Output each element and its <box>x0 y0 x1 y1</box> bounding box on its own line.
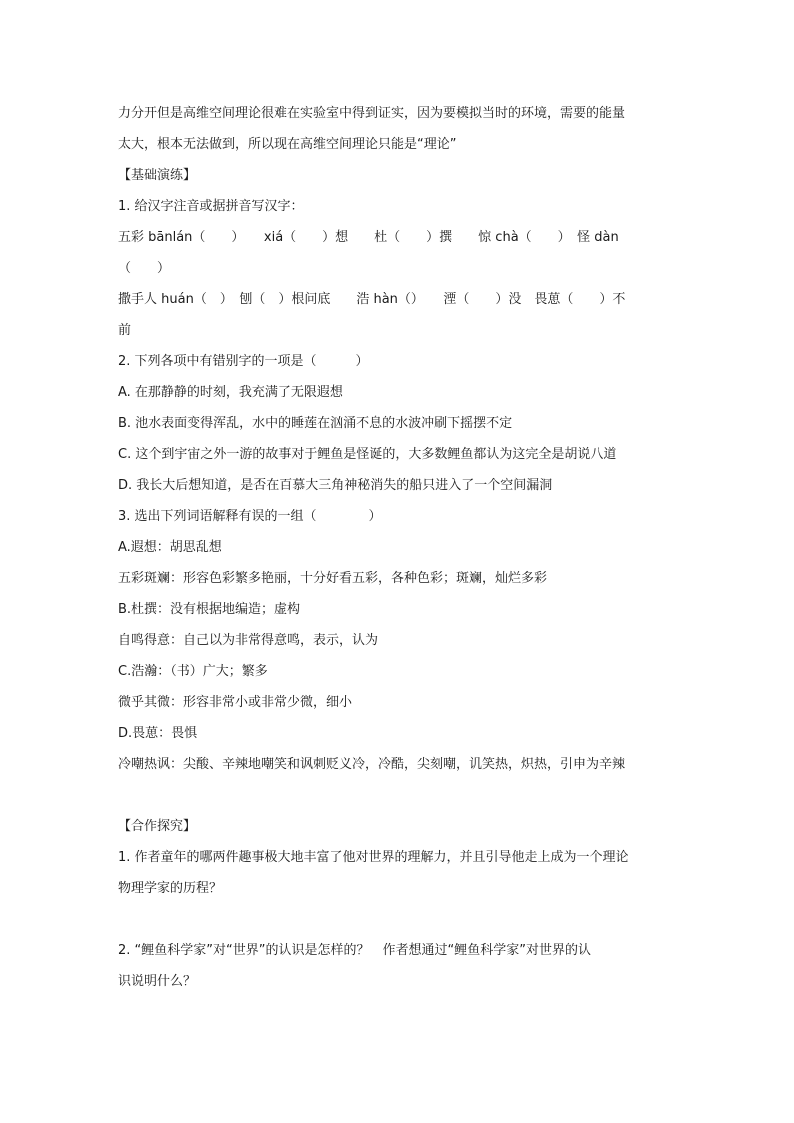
question-3-option-c-detail: 微乎其微：形容非常小或非常少微，细小 <box>118 695 353 710</box>
question-2-option-a: A. 在那静静的时刻，我充满了无限遐想 <box>118 385 343 400</box>
question-3-title: 3. 选出下列词语解释有误的一组（ ） <box>118 509 382 524</box>
question-3-option-d: D.畏葸：畏惧 <box>118 726 198 741</box>
question-1-row-1: 五彩 bānlán（ ） xiá（ ）想 杜（ ）撰 惊 chà（ ） 怪 dàn <box>118 230 619 245</box>
question-3-option-a: A.遐想：胡思乱想 <box>118 540 222 555</box>
explore-question-2-line-2: 识说明什么？ <box>118 974 197 989</box>
question-3-option-d-detail: 冷嘲热讽：尖酸、辛辣地嘲笑和讽刺贬义冷，冷酷，尖刻嘲，讥笑热，炽热，引申为辛辣 <box>118 757 626 772</box>
explore-question-2-line-1: 2. “鲤鱼科学家”对“世界”的认识是怎样的？ 作者想通过“鲤鱼科学家”对世界的认 <box>118 943 591 958</box>
question-1-row-2-continued: 前 <box>118 323 132 338</box>
question-1-row-2: 撒手人 huán（ ） 刨（ ）根问底 浩 hàn（） 湮（ ）没 畏葸（ ）不 <box>118 292 626 307</box>
question-2-option-b: B. 池水表面变得浑乱，水中的睡莲在汹涌不息的水波冲刷下摇摆不定 <box>118 416 513 431</box>
question-2-title: 2. 下列各项中有错别字的一项是（ ） <box>118 354 369 369</box>
question-3-option-a-detail: 五彩斑斓：形容色彩繁多艳丽，十分好看五彩，各种色彩；斑斓，灿烂多彩 <box>118 571 548 586</box>
section-heading-cooperative: 【合作探究】 <box>118 819 197 834</box>
explore-question-1-line-2: 物理学家的历程？ <box>118 881 223 896</box>
question-1-row-1-continued: （ ） <box>118 261 171 276</box>
explore-question-1-line-1: 1. 作者童年的哪两件趣事极大地丰富了他对世界的理解力，并且引导他走上成为一个理论 <box>118 850 629 865</box>
section-heading-basic: 【基础演练】 <box>118 168 197 183</box>
question-3-option-c: C.浩瀚：（书）广大；繁多 <box>118 664 268 679</box>
question-2-option-c: C. 这个到宇宙之外一游的故事对于鲤鱼是怪诞的，大多数鲤鱼都认为这完全是胡说八道 <box>118 447 617 462</box>
intro-line-2: 太大，根本无法做到，所以现在高维空间理论只能是“理论” <box>118 137 457 152</box>
question-2-option-d: D. 我长大后想知道，是否在百慕大三角神秘消失的船只进入了一个空间漏洞 <box>118 478 553 493</box>
intro-line-1: 力分开但是高维空间理论很难在实验室中得到证实，因为要模拟当时的环境，需要的能量 <box>118 106 626 121</box>
question-1-title: 1. 给汉字注音或据拼音写汉字： <box>118 199 304 214</box>
question-3-option-b: B.杜撰：没有根据地编造；虚构 <box>118 602 301 617</box>
document-page <box>118 98 678 997</box>
question-3-option-b-detail: 自鸣得意：自己以为非常得意鸣，表示，认为 <box>118 633 379 648</box>
